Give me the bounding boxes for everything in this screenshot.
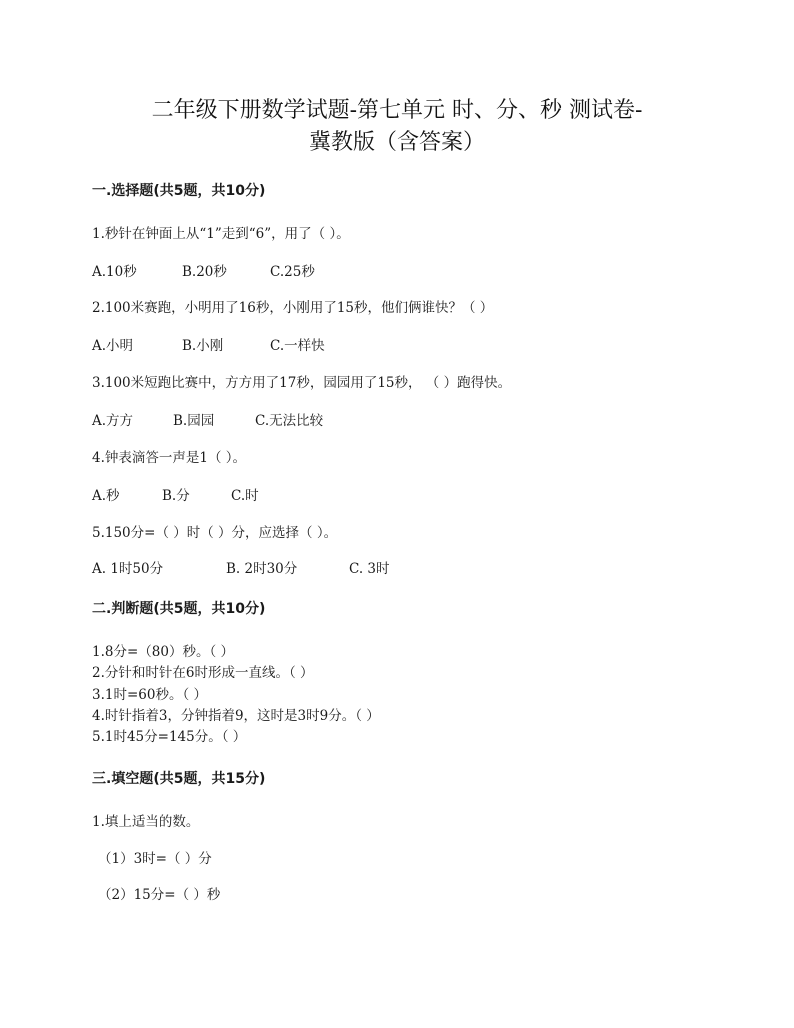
option-c: C.25秒 xyxy=(270,264,315,280)
section-heading-fill-in: 三.填空题(共5题，共15分) xyxy=(92,771,266,787)
fill-item-1: （1）3时=（ ）分 xyxy=(98,851,212,867)
section-heading-true-false: 二.判断题(共5题，共10分) xyxy=(92,601,266,617)
question-5: 5.150分=（ ）时（ ）分，应选择（ ）。 xyxy=(92,525,338,541)
option-b: B.园园 xyxy=(173,413,215,429)
question-1: 1.秒针在钟面上从“1”走到“6”，用了（ ）。 xyxy=(92,226,350,242)
option-a: A.小明 xyxy=(92,338,134,354)
question-4: 4.钟表滴答一声是1（ ）。 xyxy=(92,450,247,466)
option-b: B.20秒 xyxy=(182,264,227,280)
option-c: C.时 xyxy=(231,488,259,504)
judge-item-3: 3.1时=60秒。（ ） xyxy=(92,687,208,703)
option-c: C. 3时 xyxy=(349,561,390,577)
option-c: C.一样快 xyxy=(270,338,325,354)
question-2: 2.100米赛跑，小明用了16秒，小刚用了15秒，他们俩谁快？（ ） xyxy=(92,300,494,316)
section-heading-choice: 一.选择题(共5题，共10分) xyxy=(92,183,266,199)
document-title-line-1: 二年级下册数学试题-第七单元 时、分、秒 测试卷- xyxy=(151,98,643,123)
fill-item-2: （2）15分=（ ）秒 xyxy=(98,887,221,903)
option-a: A. 1时50分 xyxy=(92,561,164,577)
option-b: B. 2时30分 xyxy=(226,561,298,577)
judge-item-4: 4.时针指着3，分钟指着9，这时是3时9分。（ ） xyxy=(92,708,380,724)
option-a: A.10秒 xyxy=(92,264,137,280)
option-c: C.无法比较 xyxy=(255,413,324,429)
judge-item-2: 2.分针和时针在6时形成一直线。（ ） xyxy=(92,665,314,681)
option-b: B.分 xyxy=(162,488,190,504)
judge-item-5: 5.1时45分=145分。（ ） xyxy=(92,729,247,745)
option-a: A.方方 xyxy=(92,413,134,429)
option-a: A.秒 xyxy=(92,488,120,504)
document-title-line-2: 冀教版（含答案） xyxy=(308,130,485,155)
question-3: 3.100米短跑比赛中，方方用了17秒，园园用了15秒， （ ）跑得快。 xyxy=(92,375,512,391)
fill-question-1: 1.填上适当的数。 xyxy=(92,814,200,830)
option-b: B.小刚 xyxy=(182,338,224,354)
judge-item-1: 1.8分=（80）秒。（ ） xyxy=(92,644,235,660)
